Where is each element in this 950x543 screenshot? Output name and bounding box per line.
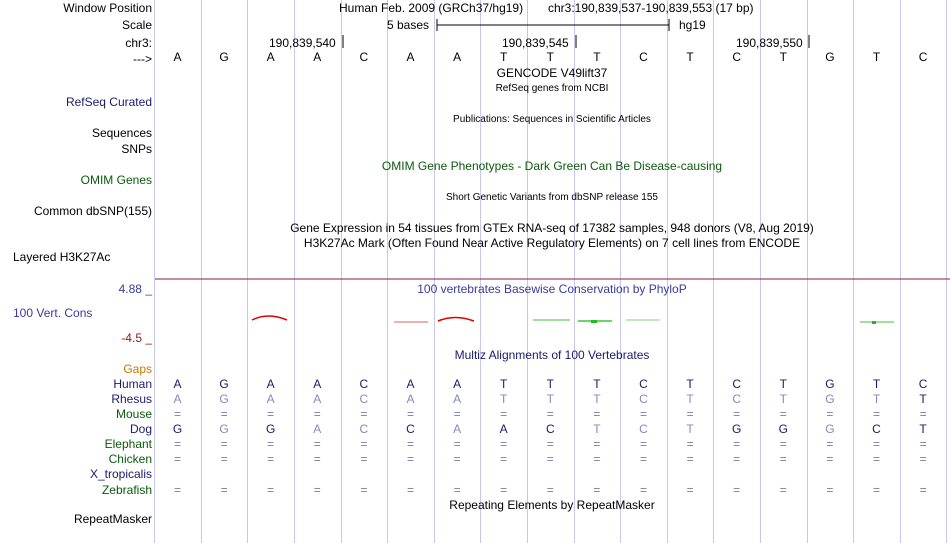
aligned-base: G	[219, 422, 229, 436]
sequences-label[interactable]: Sequences	[91, 126, 152, 140]
reference-base: T	[872, 50, 881, 64]
aligned-base: =	[593, 407, 601, 421]
aligned-base: =	[546, 407, 554, 421]
reference-base: G	[825, 50, 835, 64]
cons-track-title[interactable]: 100 vertebrates Basewise Conservation by PhyloP	[417, 282, 687, 296]
aligned-base: T	[546, 392, 554, 406]
aligned-base: =	[779, 437, 787, 451]
species-label-rhesus[interactable]: Rhesus	[111, 392, 152, 406]
species-label-chicken[interactable]: Chicken	[108, 452, 152, 466]
snps-label[interactable]: SNPs	[121, 142, 152, 156]
aligned-base: =	[593, 452, 601, 466]
ruler-tick-label: 190,839,545	[502, 36, 569, 50]
gencode-track-title[interactable]: GENCODE V49lift37	[496, 66, 608, 80]
reference-base: T	[686, 50, 694, 64]
cons-negative-block	[591, 320, 597, 323]
reference-base: G	[219, 50, 229, 64]
aligned-base: =	[500, 483, 508, 497]
aligned-base: =	[733, 452, 741, 466]
position-range: chr3:190,839,537-190,839,553 (17 bp)	[548, 1, 754, 15]
aligned-base: =	[406, 452, 414, 466]
aligned-base: =	[779, 452, 787, 466]
aligned-base: A	[453, 422, 462, 436]
repeatmasker-track-title[interactable]: Repeating Elements by RepeatMasker	[449, 498, 655, 512]
aligned-base: T	[500, 377, 508, 391]
aligned-base: =	[639, 452, 647, 466]
ruler-tick-label: 190,839,540	[269, 36, 336, 50]
aligned-base: =	[173, 452, 181, 466]
cons-positive-peak	[252, 316, 287, 320]
aligned-base: =	[686, 407, 694, 421]
aligned-base: C	[639, 377, 648, 391]
reference-base: T	[500, 50, 508, 64]
aligned-base: =	[453, 407, 461, 421]
aligned-base: =	[919, 407, 927, 421]
aligned-base: =	[639, 437, 647, 451]
scale-db: hg19	[679, 18, 706, 32]
aligned-base: =	[919, 452, 927, 466]
aligned-base: T	[779, 377, 787, 391]
aligned-base: =	[220, 407, 228, 421]
reference-base: T	[546, 50, 554, 64]
aligned-base: =	[639, 483, 647, 497]
reference-base: C	[732, 50, 742, 64]
gaps-label[interactable]: Gaps	[123, 362, 152, 376]
aligned-base: T	[546, 377, 554, 391]
aligned-base: C	[732, 377, 742, 391]
aligned-base: A	[313, 422, 322, 436]
aligned-base: =	[173, 483, 181, 497]
aligned-base: T	[686, 422, 694, 436]
aligned-base: =	[733, 407, 741, 421]
aligned-base: =	[500, 437, 508, 451]
aligned-base: =	[267, 483, 275, 497]
aligned-base: =	[593, 483, 601, 497]
aligned-base: T	[593, 422, 601, 436]
aligned-base: A	[173, 377, 182, 391]
repeatmasker-label[interactable]: RepeatMasker	[73, 512, 152, 526]
aligned-base: =	[313, 437, 321, 451]
aligned-base: G	[266, 422, 276, 436]
aligned-base: T	[919, 392, 927, 406]
aligned-base: T	[919, 422, 927, 436]
aligned-base: =	[872, 483, 880, 497]
aligned-base: =	[593, 437, 601, 451]
aligned-base: T	[686, 377, 694, 391]
aligned-base: G	[732, 422, 742, 436]
aligned-base: A	[313, 377, 322, 391]
aligned-base: T	[593, 392, 601, 406]
aligned-base: =	[360, 483, 368, 497]
aligned-base: C	[732, 392, 742, 406]
aligned-base: A	[453, 392, 462, 406]
aligned-base: A	[406, 392, 415, 406]
chrom-label[interactable]: chr3:	[125, 36, 152, 50]
aligned-base: A	[173, 392, 182, 406]
reference-base: C	[639, 50, 648, 64]
aligned-base: =	[686, 483, 694, 497]
reference-base: A	[453, 50, 462, 64]
aligned-base: G	[219, 392, 229, 406]
aligned-base: =	[872, 407, 880, 421]
omim-genes-label[interactable]: OMIM Genes	[80, 173, 152, 187]
aligned-base: =	[546, 437, 554, 451]
aligned-base: =	[919, 483, 927, 497]
aligned-base: =	[220, 483, 228, 497]
aligned-base: =	[220, 452, 228, 466]
cons-positive-peak	[438, 318, 474, 322]
aligned-base: =	[313, 483, 321, 497]
aligned-base: C	[359, 422, 369, 436]
aligned-base: A	[499, 422, 508, 436]
aligned-base: T	[686, 392, 694, 406]
aligned-base: C	[359, 377, 369, 391]
aligned-base: =	[733, 483, 741, 497]
reference-base: A	[266, 50, 275, 64]
aligned-base: =	[453, 437, 461, 451]
ruler-tick-label: 190,839,550	[736, 36, 803, 50]
aligned-base: C	[918, 377, 928, 391]
species-label-dog[interactable]: Dog	[129, 422, 152, 436]
strand-label[interactable]: --->	[133, 52, 152, 66]
aligned-base: =	[826, 483, 834, 497]
reference-base: T	[593, 50, 601, 64]
aligned-base: C	[872, 422, 881, 436]
species-label-elephant[interactable]: Elephant	[104, 437, 152, 451]
aligned-base: T	[500, 392, 508, 406]
vert-cons-label[interactable]: 100 Vert. Cons	[13, 306, 93, 320]
aligned-base: =	[872, 437, 880, 451]
species-label-x_tropicalis[interactable]: X_tropicalis	[89, 467, 152, 481]
aligned-base: =	[173, 407, 181, 421]
aligned-base: G	[219, 377, 229, 391]
aligned-base: =	[826, 452, 834, 466]
aligned-base: =	[826, 407, 834, 421]
reference-base: A	[173, 50, 182, 64]
aligned-base: C	[545, 422, 555, 436]
aligned-base: C	[406, 422, 415, 436]
aligned-base: =	[779, 483, 787, 497]
aligned-base: T	[872, 377, 881, 391]
scale-label[interactable]: Scale	[121, 18, 152, 32]
aligned-base: G	[825, 392, 835, 406]
h3k27ac-track-title[interactable]: H3K27Ac Mark (Often Found Near Active Regulatory Elements) on 7 cell lines from ENCODE	[303, 236, 801, 250]
aligned-base: =	[313, 452, 321, 466]
aligned-base: =	[313, 407, 321, 421]
omim-track-title[interactable]: OMIM Gene Phenotypes - Dark Green Can Be Disease-causing	[381, 159, 723, 173]
aligned-base: =	[406, 407, 414, 421]
aligned-base: =	[546, 452, 554, 466]
publications-track-title[interactable]: Publications: Sequences in Scientific Articles	[453, 114, 651, 125]
multiz-track-title[interactable]: Multiz Alignments of 100 Vertebrates	[454, 348, 650, 362]
aligned-base: G	[172, 422, 183, 436]
aligned-base: =	[500, 452, 508, 466]
reference-base: C	[359, 50, 369, 64]
aligned-base: =	[267, 452, 275, 466]
cons-negative-block	[872, 321, 876, 324]
aligned-base: C	[639, 422, 648, 436]
refseq-curated-label[interactable]: RefSeq Curated	[65, 95, 152, 109]
aligned-base: T	[872, 392, 881, 406]
reference-base: A	[406, 50, 415, 64]
layered-h3k27ac-label[interactable]: Layered H3K27Ac	[13, 250, 111, 264]
species-label-mouse[interactable]: Mouse	[115, 407, 152, 421]
aligned-base: =	[406, 437, 414, 451]
aligned-base: =	[639, 407, 647, 421]
aligned-base: =	[220, 437, 228, 451]
common-dbsnp-label[interactable]: Common dbSNP(155)	[33, 204, 152, 218]
refseq-track-title[interactable]: RefSeq genes from NCBI	[495, 83, 609, 94]
aligned-base: A	[313, 392, 322, 406]
aligned-base: G	[825, 422, 835, 436]
aligned-base: =	[500, 407, 508, 421]
aligned-base: =	[546, 483, 554, 497]
aligned-base: =	[826, 437, 834, 451]
aligned-base: G	[825, 377, 835, 391]
aligned-base: =	[267, 407, 275, 421]
aligned-base: A	[406, 377, 415, 391]
aligned-base: G	[778, 422, 788, 436]
aligned-base: =	[733, 437, 741, 451]
aligned-base: C	[639, 392, 648, 406]
reference-base: C	[918, 50, 928, 64]
assembly-title: Human Feb. 2009 (GRCh37/hg19)	[339, 1, 524, 15]
aligned-base: C	[359, 392, 369, 406]
aligned-base: =	[872, 452, 880, 466]
species-label-human[interactable]: Human	[113, 377, 152, 391]
reference-base: T	[779, 50, 787, 64]
aligned-base: =	[173, 437, 181, 451]
aligned-base: =	[360, 452, 368, 466]
aligned-base: =	[453, 452, 461, 466]
cons-max-value: 4.88 _	[118, 282, 152, 296]
cons-min-value: -4.5 _	[121, 331, 152, 345]
aligned-base: =	[453, 483, 461, 497]
aligned-base: =	[919, 437, 927, 451]
aligned-base: =	[779, 407, 787, 421]
aligned-base: =	[360, 407, 368, 421]
window-position-label[interactable]: Window Position	[63, 1, 152, 15]
aligned-base: =	[406, 483, 414, 497]
dbsnp-track-title[interactable]: Short Genetic Variants from dbSNP release 155	[446, 192, 658, 203]
aligned-base: =	[686, 452, 694, 466]
aligned-base: =	[267, 437, 275, 451]
aligned-base: A	[266, 392, 275, 406]
aligned-base: T	[779, 392, 787, 406]
scale-bar-text: 5 bases	[387, 18, 430, 32]
aligned-base: =	[686, 437, 694, 451]
aligned-base: A	[266, 377, 275, 391]
gtex-track-title[interactable]: Gene Expression in 54 tissues from GTEx RNA-seq of 17382 samples, 948 donors (V8, Aug 2019)	[290, 221, 814, 235]
species-label-zebrafish[interactable]: Zebrafish	[101, 483, 152, 497]
aligned-base: A	[453, 377, 462, 391]
aligned-base: T	[593, 377, 601, 391]
reference-base: A	[313, 50, 322, 64]
aligned-base: =	[360, 437, 368, 451]
